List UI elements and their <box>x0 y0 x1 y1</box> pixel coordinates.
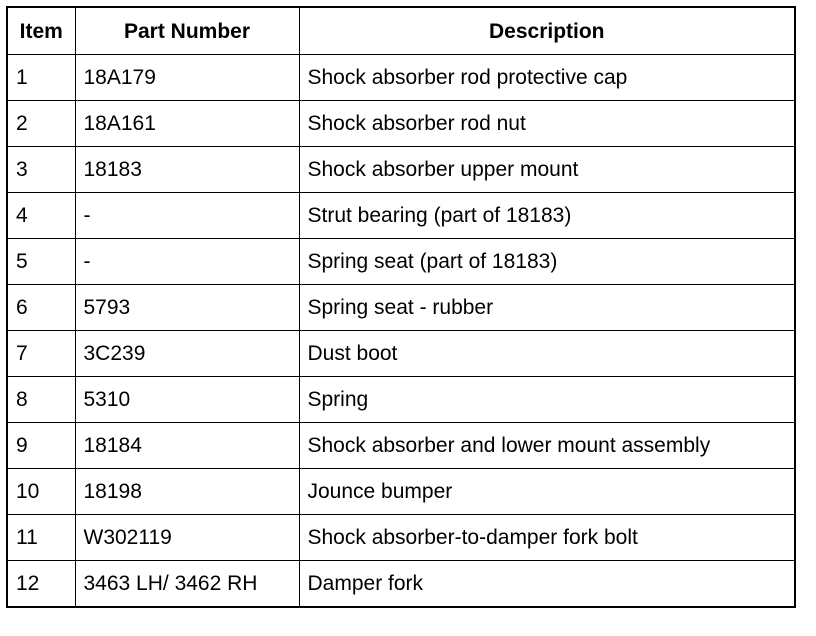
header-row <box>7 7 795 55</box>
cell-item: 9 <box>7 423 75 469</box>
cell-description: Spring seat - rubber <box>299 285 795 331</box>
table-row <box>7 377 795 423</box>
table-row <box>7 423 795 469</box>
cell-part-number: - <box>75 193 299 239</box>
cell-part-number: 3C239 <box>75 331 299 377</box>
cell-description: Damper fork <box>299 561 795 608</box>
cell-item: 10 <box>7 469 75 515</box>
cell-part-number: - <box>75 239 299 285</box>
cell-part-number: 5310 <box>75 377 299 423</box>
table-row <box>7 147 795 193</box>
cell-item: 6 <box>7 285 75 331</box>
cell-description: Shock absorber rod nut <box>299 101 795 147</box>
cell-part-number: 18A161 <box>75 101 299 147</box>
table-row <box>7 561 795 608</box>
cell-description: Dust boot <box>299 331 795 377</box>
cell-description: Shock absorber-to-damper fork bolt <box>299 515 795 561</box>
cell-part-number: 18183 <box>75 147 299 193</box>
cell-item: 3 <box>7 147 75 193</box>
cell-part-number: 18A179 <box>75 55 299 101</box>
cell-description: Spring seat (part of 18183) <box>299 239 795 285</box>
header-part-number: Part Number <box>75 7 299 55</box>
cell-description: Strut bearing (part of 18183) <box>299 193 795 239</box>
cell-description: Jounce bumper <box>299 469 795 515</box>
cell-description: Shock absorber rod protective cap <box>299 55 795 101</box>
header-description: Description <box>299 7 795 55</box>
table-row <box>7 55 795 101</box>
cell-part-number: 5793 <box>75 285 299 331</box>
cell-description: Spring <box>299 377 795 423</box>
cell-item: 5 <box>7 239 75 285</box>
cell-description: Shock absorber upper mount <box>299 147 795 193</box>
table-row <box>7 469 795 515</box>
cell-item: 2 <box>7 101 75 147</box>
cell-item: 7 <box>7 331 75 377</box>
header-item: Item <box>7 7 75 55</box>
cell-description: Shock absorber and lower mount assembly <box>299 423 795 469</box>
cell-part-number: 18198 <box>75 469 299 515</box>
cell-item: 4 <box>7 193 75 239</box>
table-row <box>7 193 795 239</box>
cell-item: 11 <box>7 515 75 561</box>
table-row <box>7 239 795 285</box>
cell-item: 8 <box>7 377 75 423</box>
table-row <box>7 101 795 147</box>
table-row <box>7 285 795 331</box>
parts-table <box>6 6 796 608</box>
table-row <box>7 515 795 561</box>
cell-part-number: 3463 LH/ 3462 RH <box>75 561 299 608</box>
cell-item: 1 <box>7 55 75 101</box>
cell-part-number: 18184 <box>75 423 299 469</box>
cell-item: 12 <box>7 561 75 608</box>
cell-part-number: W302119 <box>75 515 299 561</box>
table-row <box>7 331 795 377</box>
